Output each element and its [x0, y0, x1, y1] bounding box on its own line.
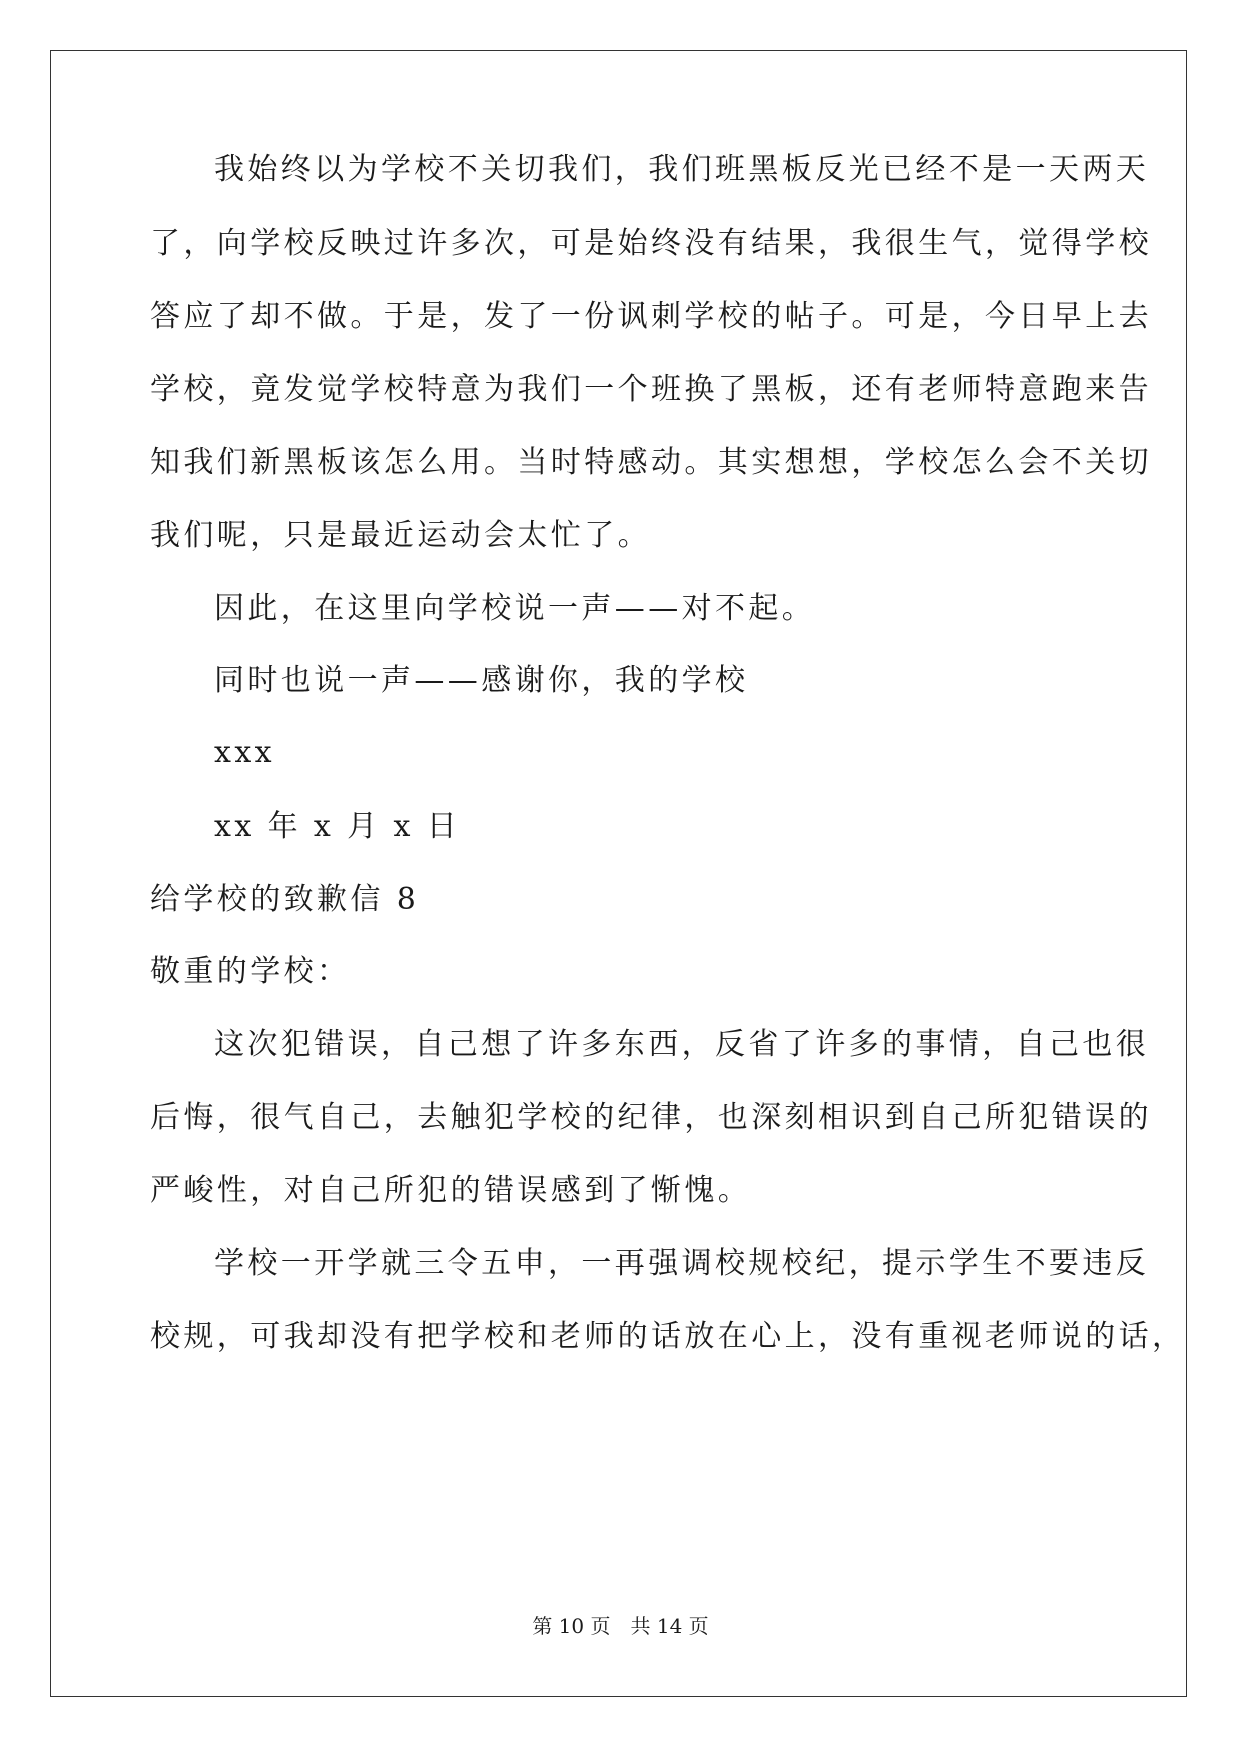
- paragraph-line: 这次犯错误，自己想了许多东西，反省了许多的事情，自己也很: [214, 1027, 1150, 1062]
- paragraph-line: 我们呢，只是最近运动会太忙了。: [150, 518, 651, 553]
- paragraph-line: 学校一开学就三令五申，一再强调校规校纪，提示学生不要违反: [214, 1246, 1150, 1281]
- section-title: 给学校的致歉信 8: [150, 882, 420, 917]
- page-number: 第 10 页 共 14 页: [532, 1614, 709, 1638]
- paragraph-line: 了，向学校反映过许多次，可是始终没有结果，我很生气，觉得学校: [150, 226, 1152, 261]
- paragraph-line: 答应了却不做。于是，发了一份讽刺学校的帖子。可是，今日早上去: [150, 299, 1152, 334]
- paragraph-line: 我始终以为学校不关切我们，我们班黑板反光已经不是一天两天: [214, 152, 1150, 187]
- salutation: 敬重的学校：: [150, 954, 351, 989]
- signature-name: xxx: [214, 735, 275, 770]
- paragraph-line: 知我们新黑板该怎么用。当时特感动。其实想想，学校怎么会不关切: [150, 445, 1152, 480]
- paragraph-line: 学校，竟发觉学校特意为我们一个班换了黑板，还有老师特意跑来告: [150, 372, 1152, 407]
- paragraph-line: 同时也说一声——感谢你，我的学校: [214, 663, 749, 698]
- signature-date: xx 年 x 月 x 日: [214, 809, 461, 844]
- paragraph-line: 后悔，很气自己，去触犯学校的纪律，也深刻相识到自己所犯错误的: [150, 1100, 1152, 1135]
- paragraph-line: 校规，可我却没有把学校和老师的话放在心上，没有重视老师说的话，: [150, 1319, 1186, 1354]
- paragraph-line: 因此，在这里向学校说一声——对不起。: [214, 591, 816, 626]
- paragraph-line: 严峻性，对自己所犯的错误感到了惭愧。: [150, 1173, 752, 1208]
